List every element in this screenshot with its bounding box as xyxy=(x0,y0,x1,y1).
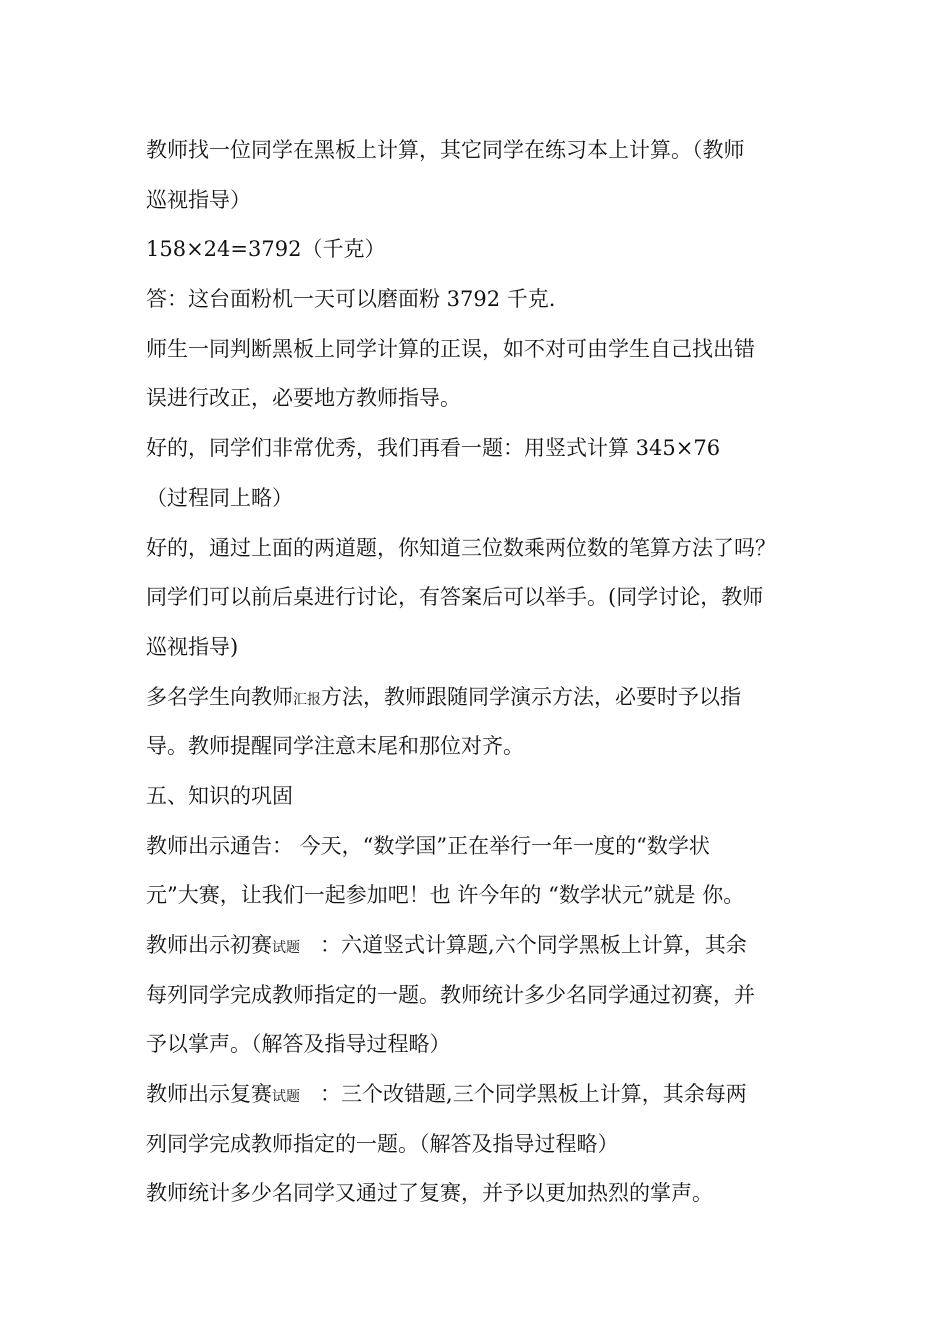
text-run-small: 试题 xyxy=(272,1089,300,1106)
paragraph-line: 好的，同学们非常优秀，我们再看一题：用竖式计算 345×76 xyxy=(146,436,721,461)
paragraph-line: 教师出示通告： 今天，“数学国”正在举行一年一度的“数学状 xyxy=(146,833,710,858)
paragraph-line xyxy=(146,1070,826,1120)
paragraph-line: 教师找一位同学在黑板上计算，其它同学在练习本上计算。（教师 xyxy=(146,138,745,162)
document-body xyxy=(146,126,826,1219)
paragraph-line: 师生一同判断黑板上同学计算的正误，如不对可由学生自己找出错 xyxy=(146,336,755,361)
text-run: ：六道竖式计算题,六个同学黑板上计算，其余 xyxy=(300,933,747,957)
text-run: 方法，教师跟随同学演示方法，必要时予以指 xyxy=(321,684,741,709)
paragraph-line: 教师统计多少名同学又通过了复赛，并予以更加热烈的掌声。 xyxy=(146,1181,713,1206)
text-run-small: 汇报 xyxy=(293,691,321,708)
paragraph-line: 列同学完成教师指定的一题。（解答及指导过程略） xyxy=(146,1131,619,1156)
paragraph-line: 误进行改正，必要地方教师指导。 xyxy=(146,386,461,411)
text-run: 教师出示初赛 xyxy=(146,933,272,957)
section-heading: 五、知识的巩固 xyxy=(146,783,293,808)
calculation-line: 158×24=3792（千克） xyxy=(146,237,386,262)
paragraph-line xyxy=(146,673,826,723)
text-run: ：三个改错题,三个同学黑板上计算，其余每两 xyxy=(300,1082,747,1107)
paragraph-line: 导。教师提醒同学注意末尾和那位对齐。 xyxy=(146,734,524,759)
paragraph-line: 元”大赛，让我们一起参加吧！也 许今年的 “数学状元”就是 你。 xyxy=(146,883,745,908)
paragraph-line: （过程同上略） xyxy=(146,485,293,510)
paragraph-line xyxy=(146,921,826,971)
answer-line: 答：这台面粉机一天可以磨面粉 3792 千克. xyxy=(146,287,556,312)
paragraph-line: 好的，通过上面的两道题，你知道三位数乘两位数的笔算方法了吗？ xyxy=(146,535,776,560)
text-run: 教师出示复赛 xyxy=(146,1082,272,1107)
text-run: 多名学生向教师 xyxy=(146,684,293,709)
paragraph-line: 同学们可以前后桌进行讨论，有答案后可以举手。(同学讨论，教师 xyxy=(146,585,764,610)
paragraph-line: 每列同学完成教师指定的一题。教师统计多少名同学通过初赛，并 xyxy=(146,982,755,1007)
paragraph-line: 予以掌声。（解答及指导过程略） xyxy=(146,1032,451,1057)
text-run-small: 试题 xyxy=(272,940,300,956)
paragraph-line: 巡视指导） xyxy=(146,187,251,212)
paragraph-line: 巡视指导) xyxy=(146,634,239,659)
